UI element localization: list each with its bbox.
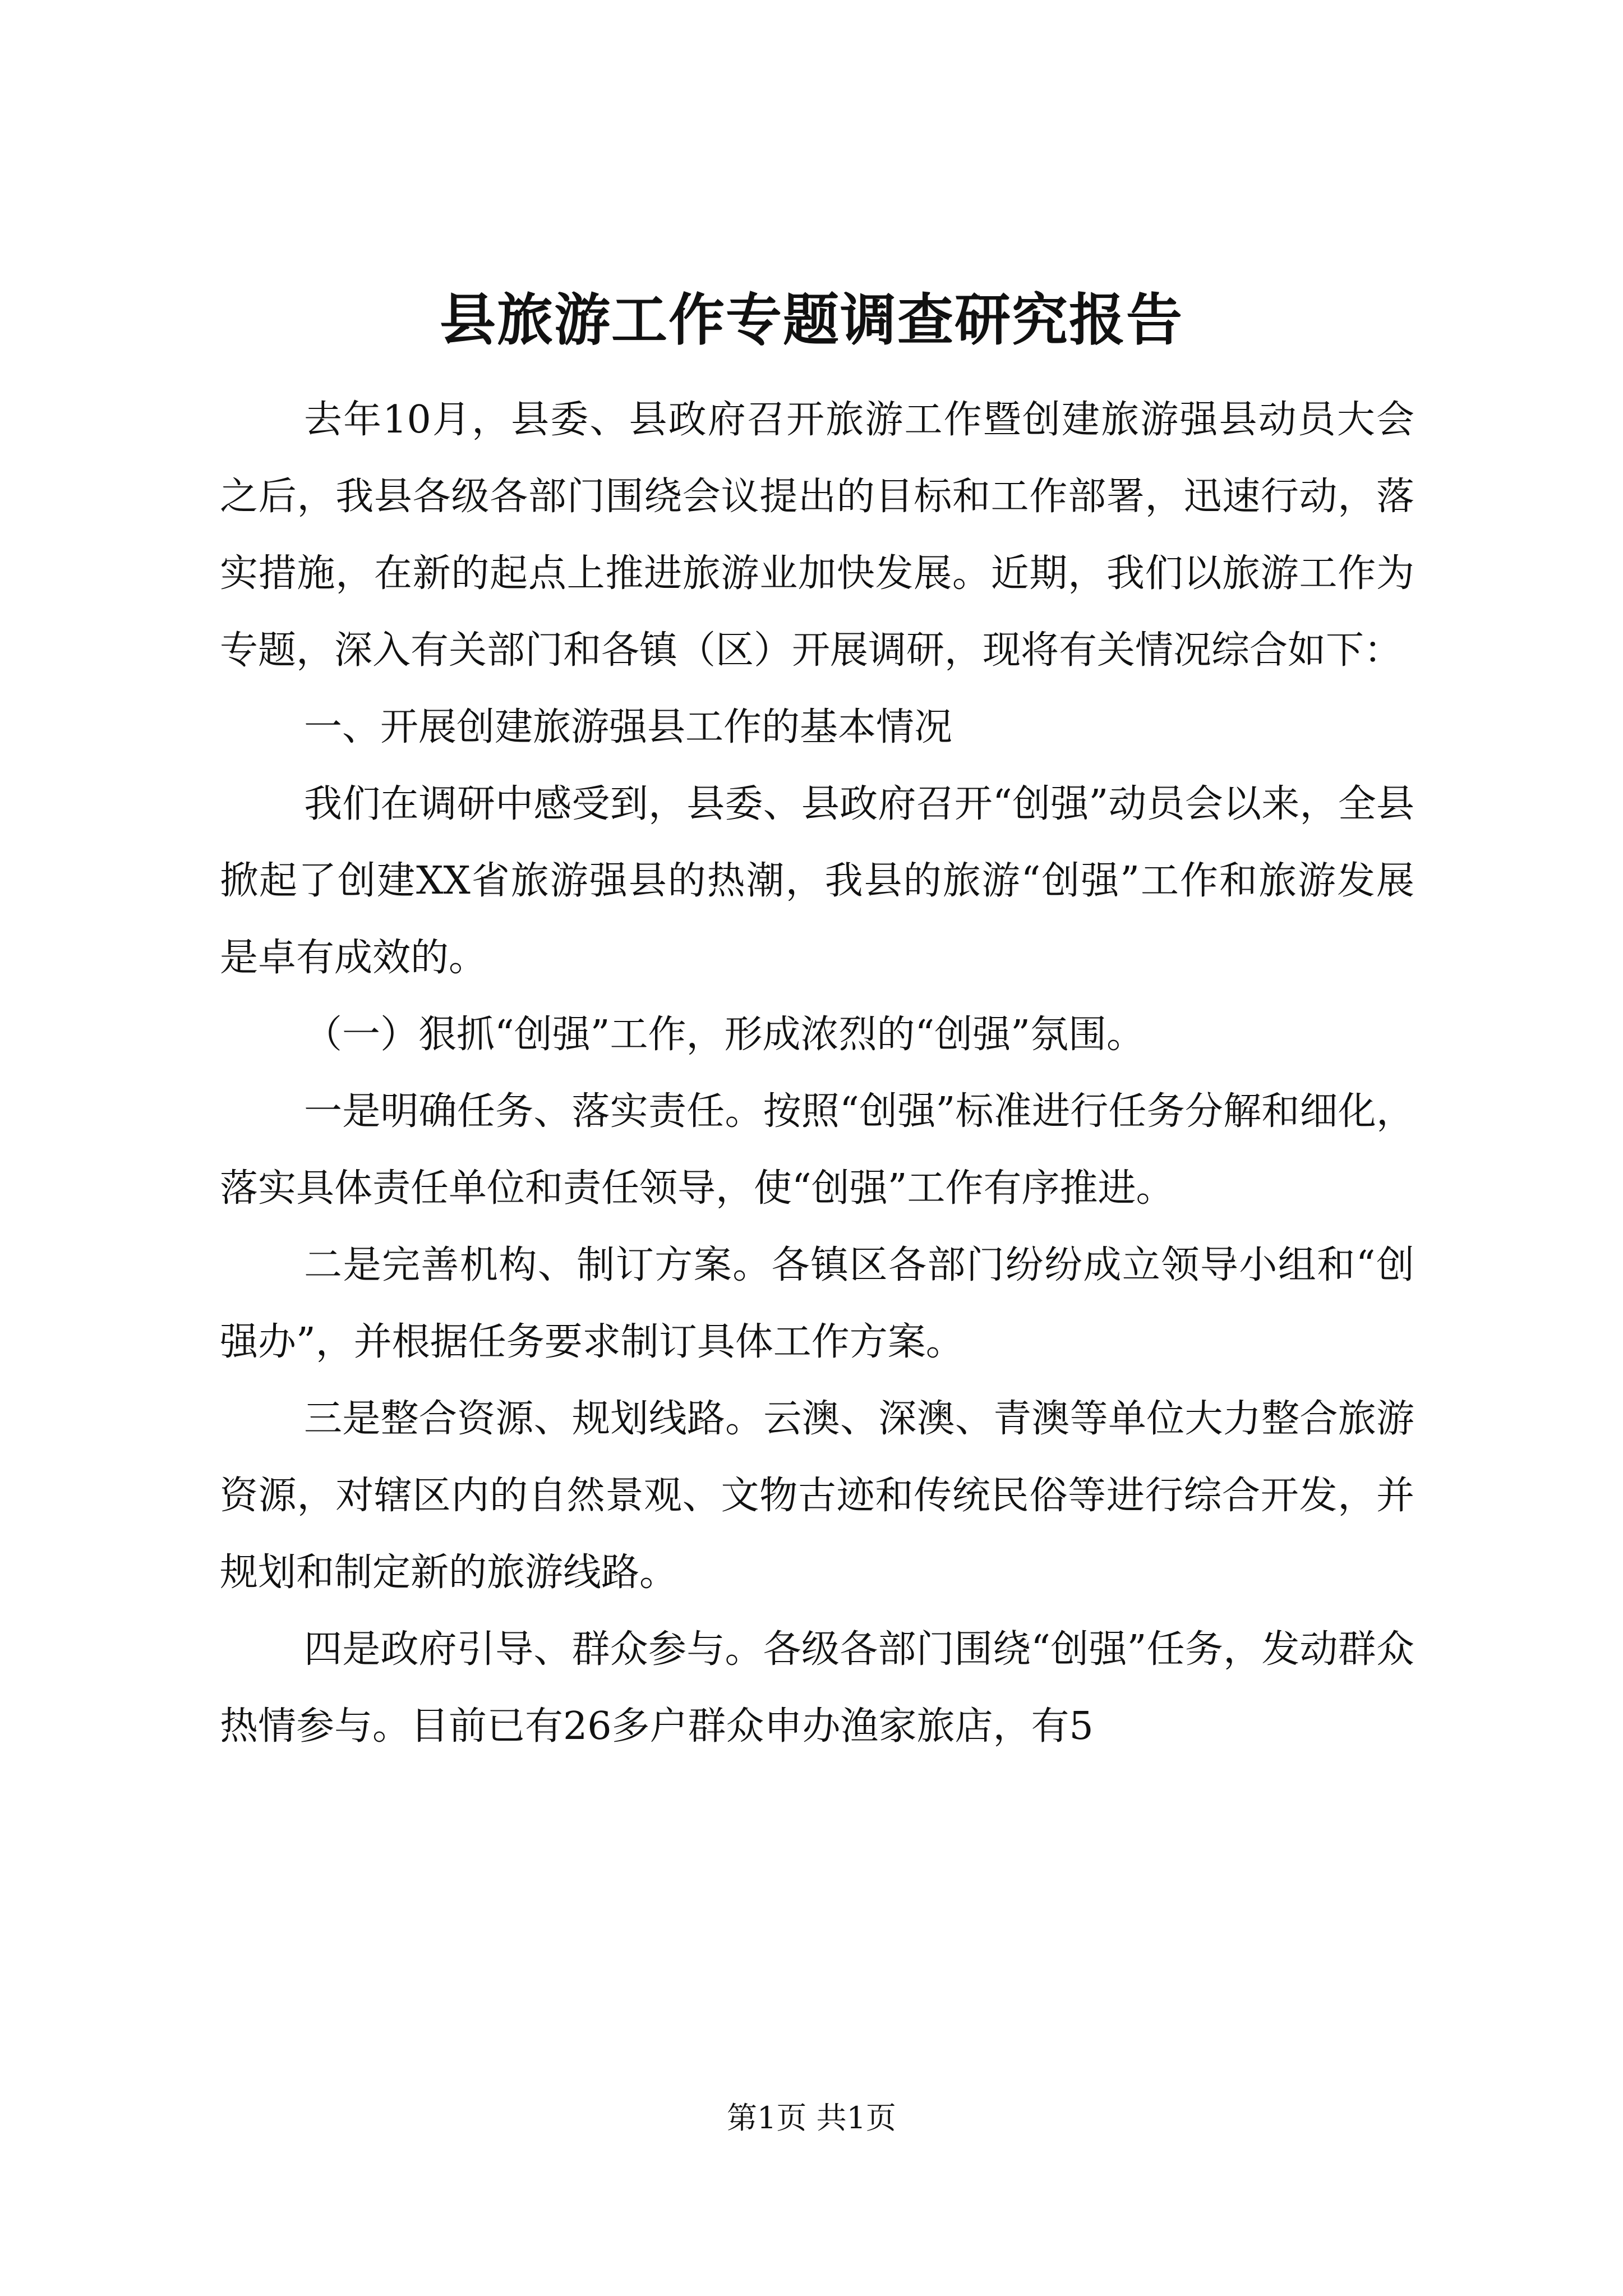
paragraph-point-1: 一是明确任务、落实责任。按照“创强”标准进行任务分解和细化，落实具体责任单位和责任领导，使“创强”工作有序推进。 — [220, 1089, 1414, 1211]
subsection-heading-1: （一）狠抓“创强”工作，形成浓烈的“创强”氛围。 — [304, 1013, 1145, 1057]
document-title: 县旅游工作专题调查研究报告 — [440, 287, 1183, 353]
paragraph-intro: 去年10月，县委、县政府召开旅游工作暨创建旅游强县动员大会之后，我县各级各部门围绕会议提出的目标和工作部署，迅速行动，落实措施，在新的起点上推进旅游业加快发展。近期，我们以旅游工作为专题，深入有关部门和各镇（区）开展调研，现将有关情况综合如下： — [220, 398, 1414, 673]
section-heading-1: 一、开展创建旅游强县工作的基本情况 — [304, 705, 953, 749]
paragraph-point-3: 三是整合资源、规划线路。云澳、深澳、青澳等单位大力整合旅游资源，对辖区内的自然景观、文物古迹和传统民俗等进行综合开发，并规划和制定新的旅游线路。 — [220, 1397, 1414, 1595]
paragraph-point-2: 二是完善机构、制订方案。各镇区各部门纷纷成立领导小组和“创强办”，并根据任务要求制订具体工作方案。 — [220, 1243, 1414, 1364]
page-footer: 第1页 共1页 — [727, 2100, 896, 2136]
paragraph-overview: 我们在调研中感受到，县委、县政府召开“创强”动员会以来，全县掀起了创建XX省旅游强县的热潮，我县的旅游“创强”工作和旅游发展是卓有成效的。 — [220, 782, 1414, 980]
document-body — [220, 381, 1414, 1765]
paragraph-point-4: 四是政府引导、群众参与。各级各部门围绕“创强”任务，发动群众热情参与。目前已有26多户群众申办渔家旅店，有5 — [220, 1627, 1414, 1749]
